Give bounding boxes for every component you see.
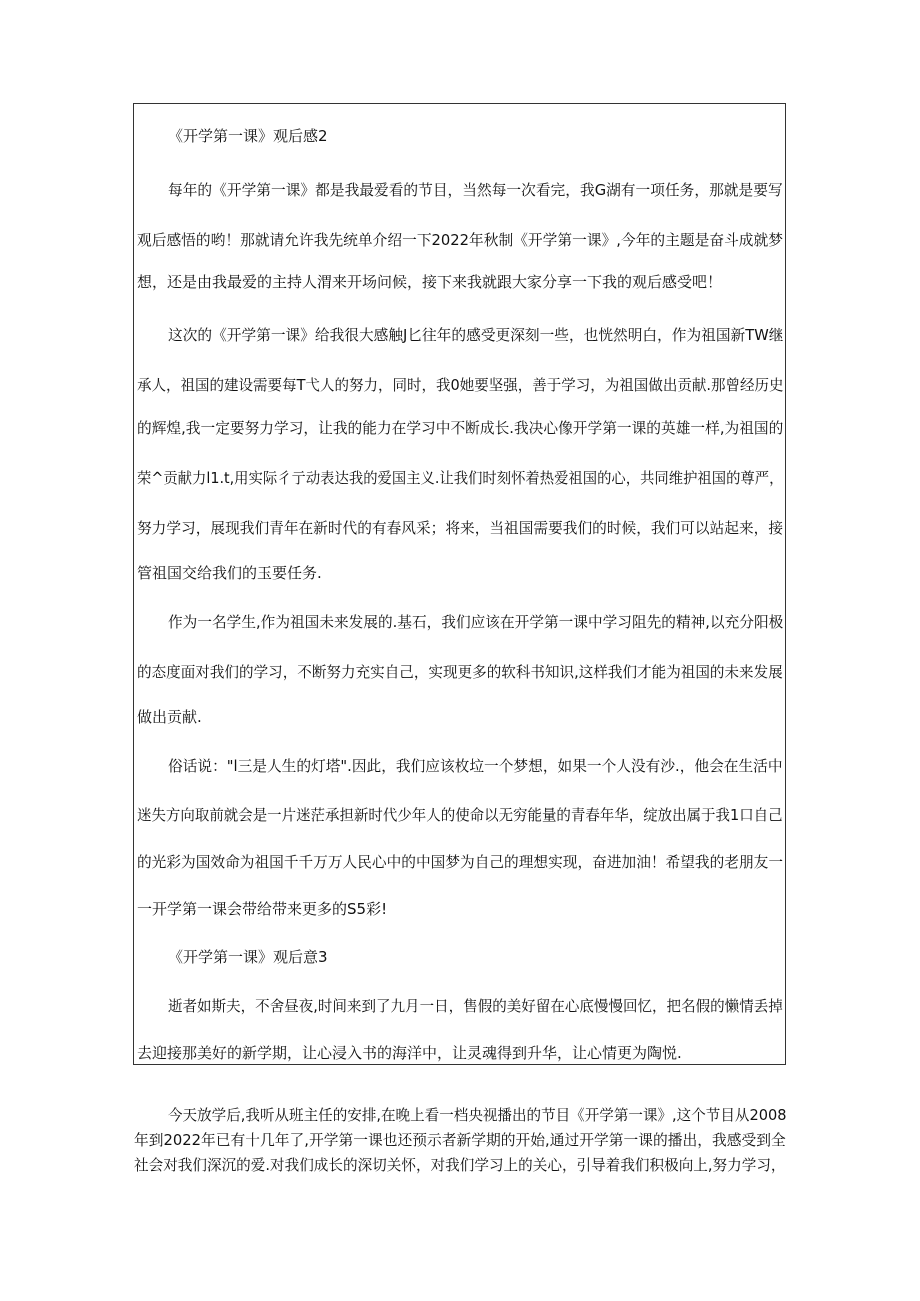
paragraph-1-line-1: 每年的《开学第一课》都是我最爱看的节目，当然每一次看完，我G湖有一项任务，那就是要写 [168,181,783,199]
paragraph-1-line-3: 想，还是由我最爱的主持人渭来开场问候，接下来我就跟大家分享一下我的观后感受吧！ [137,273,723,291]
outside-paragraph-line-2: 年到2022年已有十几年了,开学第一课也还预示者新学期的开始,通过开学第一课的播出，我感受到全 [134,1131,786,1149]
paragraph-3-line-1: 作为一名学生,作为祖国未来发展的.基石，我们应该在开学第一课中学习阻先的精神,以充分阳极 [168,613,784,631]
paragraph-4-line-4: 一开学第一课会带给带来更多的S5彩! [137,900,388,918]
paragraph-2-line-3: 的辉煌,我一定要努力学习，让我的能力在学习中不断成长.我决心像开学第一课的英雄一样,为祖国的 [137,419,784,437]
paragraph-2-line-2: 承人，祖国的建设需要每T弋人的努力，同时，我0她要坚强，善于学习，为祖国做出贡献.那曾经历史 [137,376,784,394]
paragraph-2-line-1: 这次的《开学第一课》给我很大感触J匕往年的感受更深刻一些，也恍然明白，作为祖国新TW继 [168,326,784,344]
paragraph-5-line-2: 去迎接那美好的新学期，让心浸入书的海洋中，让灵魂得到升华，让心情更为陶悦. [137,1044,682,1062]
outside-paragraph-line-3: 社会对我们深沉的爱.对我们成长的深切关怀，对我们学习上的关心，引导着我们积极向上,努力学习， [134,1156,786,1174]
paragraph-4-line-1: 俗话说："l三是人生的灯塔".因此，我们应该枚垃一个梦想，如果一个人没有沙.，他会在生活中 [168,757,783,775]
essay-title-3: 《开学第一课》观后意3 [168,948,328,966]
paragraph-4-line-2: 迷失方向取前就会是一片迷茫承担新时代少年人的使命以无穷能量的青春年华，绽放出属于我1口自己 [137,806,783,824]
paragraph-1-line-2: 观后感悟的哟！那就请允许我先统单介绍一下2022年秋制《开学第一课》,今年的主题是奋斗成就梦 [137,231,783,249]
essay-title-2: 《开学第一课》观后感2 [168,127,328,145]
outside-paragraph-line-1: 今天放学后,我听从班主任的安排,在晚上看一档央视播出的节目《开学第一课》,这个节目从2008 [168,1106,787,1124]
paragraph-2-line-5: 努力学习，展现我们青年在新时代的有春风采；将来，当祖国需要我们的时候，我们可以站起来，接 [137,519,784,537]
paragraph-2-line-4: 荣^贡献力l1.t,用实际彳亍动表达我的爱国主义.让我们时刻怀着热爱祖国的心，共同维护祖国的尊严， [137,469,784,487]
paragraph-2-line-6: 管祖国交给我们的玉要任务. [137,564,322,582]
paragraph-5-line-1: 逝者如斯夫，不舍昼夜,时间来到了九月一日，售假的美好留在心底慢慢回忆，把名假的懒情丢掉 [168,997,783,1015]
paragraph-3-line-2: 的态度面对我们的学习，不断努力充实自己，实现更多的软科书知识,这样我们才能为祖国的未来发展 [137,663,783,681]
paragraph-3-line-3: 做出贡献. [137,708,202,726]
paragraph-4-line-3: 的光彩为国效命为祖国千千万万人民心中的中国梦为自己的理想实现，奋进加油！希望我的老朋友一 [137,853,784,871]
